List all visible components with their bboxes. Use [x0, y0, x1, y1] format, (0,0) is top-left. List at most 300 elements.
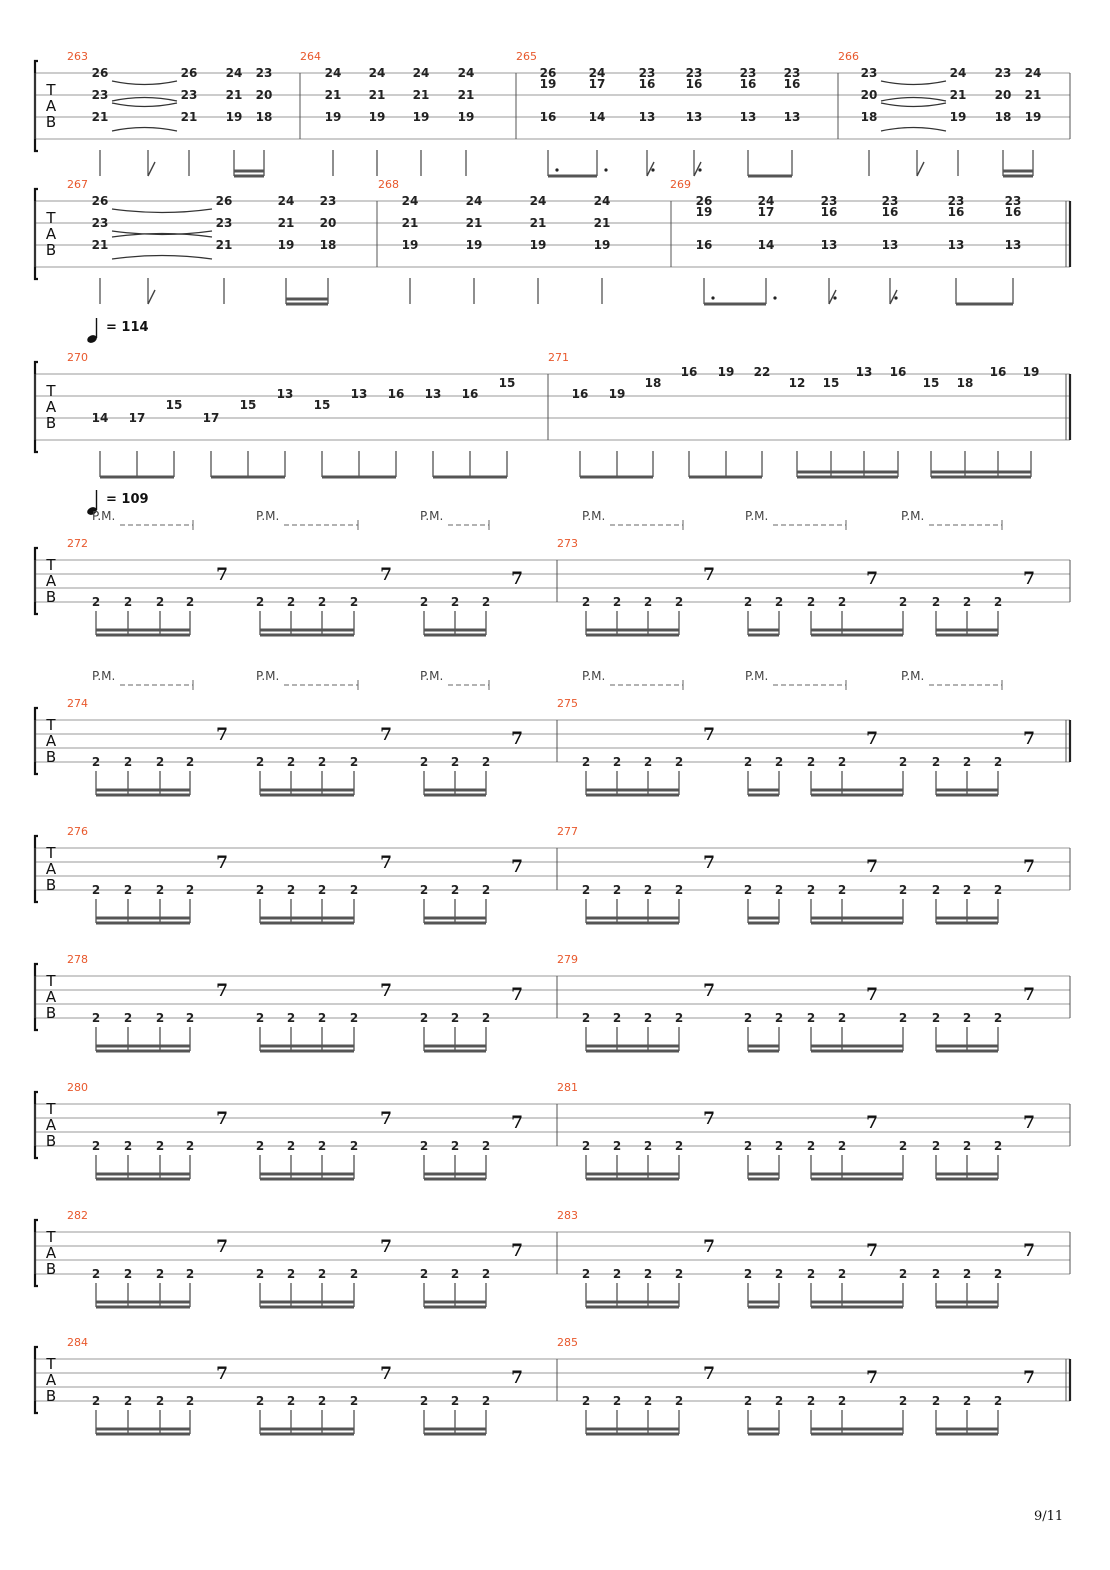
fret-number: 21 — [215, 238, 233, 252]
fret-number: 13 — [276, 387, 294, 401]
beam — [811, 629, 903, 632]
measure-number: 270 — [67, 351, 88, 364]
tab-clef-a: A — [45, 225, 57, 243]
fret-number: 2 — [123, 595, 133, 609]
fret-number: 24 — [225, 66, 243, 80]
tie-arc — [881, 98, 946, 102]
fret-number: 2 — [155, 1267, 165, 1281]
sixteenth-rest: 7 — [1023, 857, 1035, 877]
beam — [811, 1428, 903, 1431]
fret-number: 21 — [91, 110, 109, 124]
fret-number: 13 — [350, 387, 368, 401]
fret-number: 2 — [286, 1139, 296, 1153]
fret-number: 2 — [806, 1394, 816, 1408]
fret-number: 15 — [498, 376, 516, 390]
palm-mute-label: P.M. — [745, 509, 769, 523]
fret-number: 26 — [91, 66, 109, 80]
beam — [424, 917, 486, 920]
fret-number: 2 — [612, 1267, 622, 1281]
beam — [936, 1433, 998, 1436]
fret-number: 2 — [419, 1394, 429, 1408]
beam — [100, 476, 174, 479]
beam — [586, 1173, 679, 1176]
fret-number: 15 — [313, 398, 331, 412]
beam — [424, 1178, 486, 1181]
fret-number: 19 — [1022, 365, 1040, 379]
beam — [748, 175, 792, 178]
fret-number: 16 — [571, 387, 589, 401]
beam — [811, 922, 903, 925]
beam — [260, 1301, 354, 1304]
fret-number: 2 — [674, 883, 684, 897]
fret-number: 16 — [739, 77, 757, 91]
rhythm-dot — [555, 168, 558, 171]
fret-number: 2 — [286, 1011, 296, 1025]
measure-number: 266 — [838, 50, 859, 63]
beam — [936, 789, 998, 792]
fret-number: 18 — [319, 238, 337, 252]
fret-number: 2 — [993, 595, 1003, 609]
beam — [424, 1428, 486, 1431]
fret-number: 2 — [581, 1011, 591, 1025]
palm-mute-label: P.M. — [420, 509, 444, 523]
fret-number: 24 — [324, 66, 342, 80]
fret-number: 2 — [91, 1394, 101, 1408]
beam — [234, 170, 264, 173]
page-number: 9/11 — [1034, 1509, 1064, 1524]
fret-number: 2 — [743, 1394, 753, 1408]
fret-number: 24 — [757, 194, 775, 208]
fret-number: 16 — [783, 77, 801, 91]
fret-number: 2 — [91, 1011, 101, 1025]
beam — [936, 1173, 998, 1176]
beam — [936, 1178, 998, 1181]
beam — [586, 1050, 679, 1053]
sixteenth-rest: 7 — [511, 857, 523, 877]
fret-number: 23 — [255, 66, 273, 80]
tab-clef-b: B — [45, 241, 57, 259]
beam — [936, 794, 998, 797]
beam — [811, 1301, 903, 1304]
beam — [586, 917, 679, 920]
fret-number: 20 — [319, 216, 337, 230]
eighth-rest: 7 — [380, 565, 392, 585]
note-flag — [148, 290, 155, 304]
beam — [931, 471, 1031, 474]
fret-number: 23 — [319, 194, 337, 208]
sixteenth-rest: 7 — [866, 1241, 878, 1261]
fret-number: 19 — [608, 387, 626, 401]
beam — [424, 1050, 486, 1053]
fret-number: 20 — [860, 88, 878, 102]
tab-clef-a: A — [45, 97, 57, 115]
beam — [748, 1301, 779, 1304]
beam — [260, 794, 354, 797]
fret-number: 2 — [743, 595, 753, 609]
fret-number: 19 — [401, 238, 419, 252]
beam — [936, 634, 998, 637]
fret-number: 2 — [931, 1267, 941, 1281]
fret-number: 2 — [450, 755, 460, 769]
eighth-rest: 7 — [380, 981, 392, 1001]
fret-number: 2 — [185, 1011, 195, 1025]
fret-number: 2 — [286, 595, 296, 609]
fret-number: 2 — [255, 1011, 265, 1025]
fret-number: 13 — [947, 238, 965, 252]
fret-number: 2 — [774, 1267, 784, 1281]
measure-number: 263 — [67, 50, 88, 63]
sixteenth-rest: 7 — [511, 1368, 523, 1388]
fret-number: 21 — [91, 238, 109, 252]
fret-number: 2 — [450, 1394, 460, 1408]
fret-number: 2 — [774, 755, 784, 769]
fret-number: 13 — [1004, 238, 1022, 252]
beam — [424, 1433, 486, 1436]
fret-number: 19 — [1024, 110, 1042, 124]
fret-number: 2 — [255, 1394, 265, 1408]
sixteenth-rest: 7 — [866, 985, 878, 1005]
beam — [704, 303, 766, 306]
measure-number: 276 — [67, 825, 88, 838]
note-flag — [148, 162, 155, 176]
fret-number: 2 — [674, 755, 684, 769]
measure-number: 283 — [557, 1209, 578, 1222]
sixteenth-rest: 7 — [511, 729, 523, 749]
tempo-label: = 109 — [106, 492, 149, 507]
beam — [96, 1301, 190, 1304]
fret-number: 2 — [898, 1267, 908, 1281]
beam — [234, 175, 264, 178]
rhythm-dot — [604, 168, 607, 171]
fret-number: 13 — [783, 110, 801, 124]
fret-number: 2 — [774, 1139, 784, 1153]
fret-number: 2 — [774, 1394, 784, 1408]
fret-number: 2 — [931, 883, 941, 897]
beam — [424, 1045, 486, 1048]
fret-number: 19 — [717, 365, 735, 379]
eighth-rest: 7 — [216, 1237, 228, 1257]
fret-number: 2 — [419, 883, 429, 897]
fret-number: 26 — [695, 194, 713, 208]
fret-number: 2 — [581, 1394, 591, 1408]
beam — [260, 1306, 354, 1309]
fret-number: 13 — [685, 110, 703, 124]
tab-clef-a: A — [45, 398, 57, 416]
palm-mute-label: P.M. — [901, 669, 925, 683]
fret-number: 18 — [860, 110, 878, 124]
fret-number: 2 — [962, 1394, 972, 1408]
fret-number: 2 — [581, 1139, 591, 1153]
fret-number: 2 — [612, 595, 622, 609]
palm-mute-label: P.M. — [256, 509, 280, 523]
fret-number: 2 — [674, 1267, 684, 1281]
tab-clef-b: B — [45, 1260, 57, 1278]
tie-arc — [112, 209, 212, 213]
fret-number: 2 — [317, 1011, 327, 1025]
fret-number: 23 — [91, 88, 109, 102]
fret-number: 2 — [286, 1267, 296, 1281]
fret-number: 2 — [481, 1267, 491, 1281]
fret-number: 2 — [481, 755, 491, 769]
fret-number: 23 — [1004, 194, 1022, 208]
fret-number: 2 — [155, 1139, 165, 1153]
fret-number: 18 — [644, 376, 662, 390]
sixteenth-rest: 7 — [1023, 985, 1035, 1005]
fret-number: 23 — [180, 88, 198, 102]
fret-number: 2 — [91, 755, 101, 769]
fret-number: 2 — [286, 883, 296, 897]
fret-number: 13 — [638, 110, 656, 124]
measure-number: 275 — [557, 697, 578, 710]
sixteenth-rest: 7 — [866, 569, 878, 589]
beam — [811, 789, 903, 792]
measure-number: 285 — [557, 1336, 578, 1349]
fret-number: 2 — [91, 883, 101, 897]
fret-number: 2 — [349, 755, 359, 769]
beam — [748, 1178, 779, 1181]
beam — [811, 1433, 903, 1436]
beam — [748, 1173, 779, 1176]
fret-number: 2 — [837, 755, 847, 769]
tab-clef-t: T — [46, 1355, 56, 1373]
fret-number: 2 — [155, 1394, 165, 1408]
palm-mute-label: P.M. — [901, 509, 925, 523]
fret-number: 2 — [962, 1011, 972, 1025]
fret-number: 2 — [743, 1011, 753, 1025]
fret-number: 2 — [155, 755, 165, 769]
fret-number: 2 — [931, 1139, 941, 1153]
fret-number: 2 — [774, 595, 784, 609]
measure-number: 272 — [67, 537, 88, 550]
beam — [748, 1045, 779, 1048]
beam — [811, 1306, 903, 1309]
beam — [936, 922, 998, 925]
fret-number: 23 — [881, 194, 899, 208]
beam — [96, 1306, 190, 1309]
fret-number: 2 — [837, 595, 847, 609]
fret-number: 18 — [994, 110, 1012, 124]
fret-number: 2 — [419, 1011, 429, 1025]
fret-number: 2 — [185, 1394, 195, 1408]
fret-number: 23 — [685, 66, 703, 80]
eighth-rest: 7 — [380, 1109, 392, 1129]
fret-number: 19 — [277, 238, 295, 252]
beam — [424, 1306, 486, 1309]
fret-number: 2 — [837, 1139, 847, 1153]
fret-number: 21 — [457, 88, 475, 102]
beam — [433, 476, 507, 479]
fret-number: 23 — [820, 194, 838, 208]
fret-number: 2 — [806, 595, 816, 609]
fret-number: 2 — [581, 883, 591, 897]
beam — [1003, 175, 1033, 178]
eighth-rest: 7 — [380, 853, 392, 873]
fret-number: 2 — [806, 1011, 816, 1025]
fret-number: 16 — [889, 365, 907, 379]
fret-number: 19 — [225, 110, 243, 124]
measure-number: 265 — [516, 50, 537, 63]
eighth-rest: 7 — [216, 1109, 228, 1129]
rhythm-dot — [773, 296, 776, 299]
fret-number: 18 — [956, 376, 974, 390]
fret-number: 2 — [806, 755, 816, 769]
tab-clef-b: B — [45, 876, 57, 894]
beam — [811, 1173, 903, 1176]
beam — [936, 1045, 998, 1048]
fret-number: 2 — [643, 1011, 653, 1025]
fret-number: 2 — [931, 595, 941, 609]
fret-number: 24 — [529, 194, 547, 208]
fret-number: 2 — [962, 595, 972, 609]
fret-number: 23 — [739, 66, 757, 80]
fret-number: 2 — [286, 1394, 296, 1408]
fret-number: 2 — [931, 1394, 941, 1408]
fret-number: 2 — [123, 755, 133, 769]
fret-number: 24 — [457, 66, 475, 80]
measure-number: 281 — [557, 1081, 578, 1094]
eighth-rest: 7 — [380, 1237, 392, 1257]
tab-clef-t: T — [46, 1228, 56, 1246]
fret-number: 26 — [539, 66, 557, 80]
fret-number: 2 — [349, 1139, 359, 1153]
beam — [811, 917, 903, 920]
beam — [797, 471, 898, 474]
beam — [286, 303, 328, 306]
fret-number: 24 — [1024, 66, 1042, 80]
beam — [586, 1301, 679, 1304]
beam — [811, 794, 903, 797]
fret-number: 20 — [255, 88, 273, 102]
fret-number: 2 — [612, 1394, 622, 1408]
fret-number: 2 — [898, 1139, 908, 1153]
tab-clef-t: T — [46, 556, 56, 574]
beam — [286, 298, 328, 301]
rhythm-dot — [894, 296, 897, 299]
measure-number: 277 — [557, 825, 578, 838]
beam — [548, 175, 597, 178]
eighth-rest: 7 — [216, 565, 228, 585]
fret-number: 17 — [757, 205, 775, 219]
fret-number: 2 — [419, 755, 429, 769]
fret-number: 2 — [743, 755, 753, 769]
fret-number: 2 — [155, 595, 165, 609]
fret-number: 23 — [91, 216, 109, 230]
fret-number: 2 — [255, 1267, 265, 1281]
fret-number: 13 — [881, 238, 899, 252]
fret-number: 19 — [695, 205, 713, 219]
eighth-rest: 7 — [216, 725, 228, 745]
fret-number: 19 — [539, 77, 557, 91]
rhythm-dot — [651, 168, 654, 171]
fret-number: 2 — [774, 883, 784, 897]
fret-number: 2 — [674, 1394, 684, 1408]
beam — [424, 1301, 486, 1304]
sixteenth-rest: 7 — [1023, 729, 1035, 749]
beam — [260, 1433, 354, 1436]
fret-number: 2 — [91, 1267, 101, 1281]
beam — [586, 789, 679, 792]
fret-number: 2 — [317, 1139, 327, 1153]
fret-number: 16 — [989, 365, 1007, 379]
rhythm-dot — [711, 296, 714, 299]
fret-number: 14 — [588, 110, 606, 124]
fret-number: 2 — [898, 1011, 908, 1025]
beam — [586, 1306, 679, 1309]
sixteenth-rest: 7 — [511, 985, 523, 1005]
eighth-rest: 7 — [703, 1237, 715, 1257]
beam — [580, 476, 653, 479]
fret-number: 2 — [155, 1011, 165, 1025]
palm-mute-label: P.M. — [582, 509, 606, 523]
measure-number: 267 — [67, 178, 88, 191]
fret-number: 2 — [185, 755, 195, 769]
fret-number: 14 — [91, 411, 109, 425]
fret-number: 2 — [286, 755, 296, 769]
eighth-rest: 7 — [703, 853, 715, 873]
fret-number: 2 — [962, 755, 972, 769]
fret-number: 15 — [165, 398, 183, 412]
fret-number: 15 — [922, 376, 940, 390]
fret-number: 2 — [317, 755, 327, 769]
fret-number: 2 — [581, 595, 591, 609]
fret-number: 18 — [255, 110, 273, 124]
fret-number: 20 — [994, 88, 1012, 102]
beam — [96, 1045, 190, 1048]
measure-number: 274 — [67, 697, 88, 710]
tie-arc — [881, 128, 946, 132]
fret-number: 2 — [255, 595, 265, 609]
tab-clef-t: T — [46, 1100, 56, 1118]
fret-number: 2 — [993, 1011, 1003, 1025]
beam — [586, 1428, 679, 1431]
tab-clef-b: B — [45, 414, 57, 432]
fret-number: 16 — [461, 387, 479, 401]
fret-number: 13 — [820, 238, 838, 252]
beam — [586, 1433, 679, 1436]
sixteenth-rest: 7 — [1023, 569, 1035, 589]
beam — [211, 476, 285, 479]
tie-arc — [881, 103, 946, 107]
tab-clef-t: T — [46, 209, 56, 227]
fret-number: 2 — [837, 883, 847, 897]
fret-number: 12 — [788, 376, 806, 390]
fret-number: 2 — [743, 883, 753, 897]
fret-number: 2 — [674, 595, 684, 609]
tab-clef-a: A — [45, 1116, 57, 1134]
fret-number: 23 — [860, 66, 878, 80]
fret-number: 2 — [612, 1139, 622, 1153]
fret-number: 2 — [481, 883, 491, 897]
fret-number: 24 — [277, 194, 295, 208]
fret-number: 2 — [317, 1394, 327, 1408]
fret-number: 2 — [993, 755, 1003, 769]
fret-number: 2 — [581, 755, 591, 769]
beam — [1003, 170, 1033, 173]
fret-number: 2 — [349, 883, 359, 897]
tab-clef-b: B — [45, 748, 57, 766]
beam — [936, 1301, 998, 1304]
fret-number: 16 — [820, 205, 838, 219]
tab-clef-b: B — [45, 588, 57, 606]
tab-clef-t: T — [46, 972, 56, 990]
beam — [260, 917, 354, 920]
beam — [260, 629, 354, 632]
beam — [96, 922, 190, 925]
tab-clef-a: A — [45, 860, 57, 878]
beam — [260, 1173, 354, 1176]
tie-arc — [112, 128, 177, 132]
fret-number: 17 — [202, 411, 220, 425]
